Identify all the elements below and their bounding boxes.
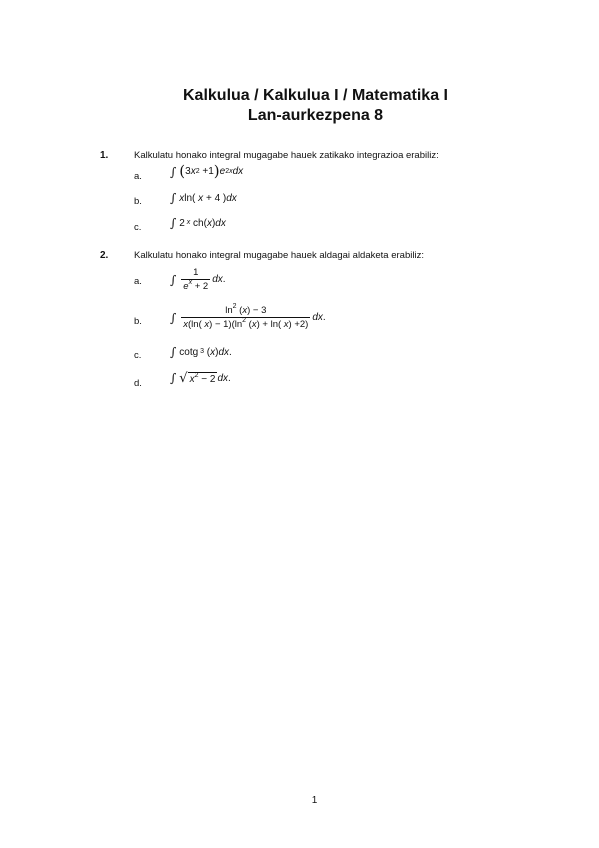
question-1-item-b-expression: ∫ x ln( x + 4 ) dx bbox=[170, 191, 237, 205]
question-1-text: Kalkulatu honako integral mugagabe hauek zatikako integrazioa erabiliz: bbox=[134, 150, 439, 161]
question-2-number: 2. bbox=[100, 250, 109, 261]
question-2-item-b-expression: ∫ $\frac{\ln^2 (x) - 3}{x(\ln( x) - 1)(\ln^2 (x) + \ln( x) +2)}$ dx . bbox=[170, 303, 326, 330]
question-1-item-b-letter: b. bbox=[134, 196, 142, 207]
question-2-item-c-letter: c. bbox=[134, 350, 142, 361]
question-1-number: 1. bbox=[100, 150, 109, 161]
document-subtitle: Lan-aurkezpena 8 bbox=[247, 107, 384, 124]
page-number: 1 bbox=[311, 795, 318, 806]
question-2-item-a-letter: a. bbox=[134, 276, 142, 287]
question-2-item-a-expression: ∫ $\frac{1}{e^x + 2}$ dx . bbox=[170, 267, 226, 292]
question-2-text: Kalkulatu honako integral mugagabe hauek aldagai aldaketa erabiliz: bbox=[134, 250, 424, 261]
document-title: Kalkulua / Kalkulua I / Matematika I bbox=[183, 87, 448, 104]
question-2-item-b-letter: b. bbox=[134, 316, 142, 327]
question-1-item-a-expression: ∫ ( 3 x 2 +1 ) e 2x dx bbox=[170, 162, 244, 180]
question-2-item-d-letter: d. bbox=[134, 378, 142, 389]
question-2-item-c-expression: ∫ cotg 3 ( x ) dx . bbox=[170, 345, 232, 359]
square-root-symbol: √ $x^2 - 2$ bbox=[179, 371, 216, 386]
question-1-item-c-expression: ∫ 2 x ch( x ) dx bbox=[170, 216, 226, 230]
question-2-item-d-expression: ∫ √ $x^2 - 2$ dx . bbox=[170, 371, 231, 386]
question-1-item-c-letter: c. bbox=[134, 222, 142, 233]
question-1-item-a-letter: a. bbox=[134, 171, 142, 182]
